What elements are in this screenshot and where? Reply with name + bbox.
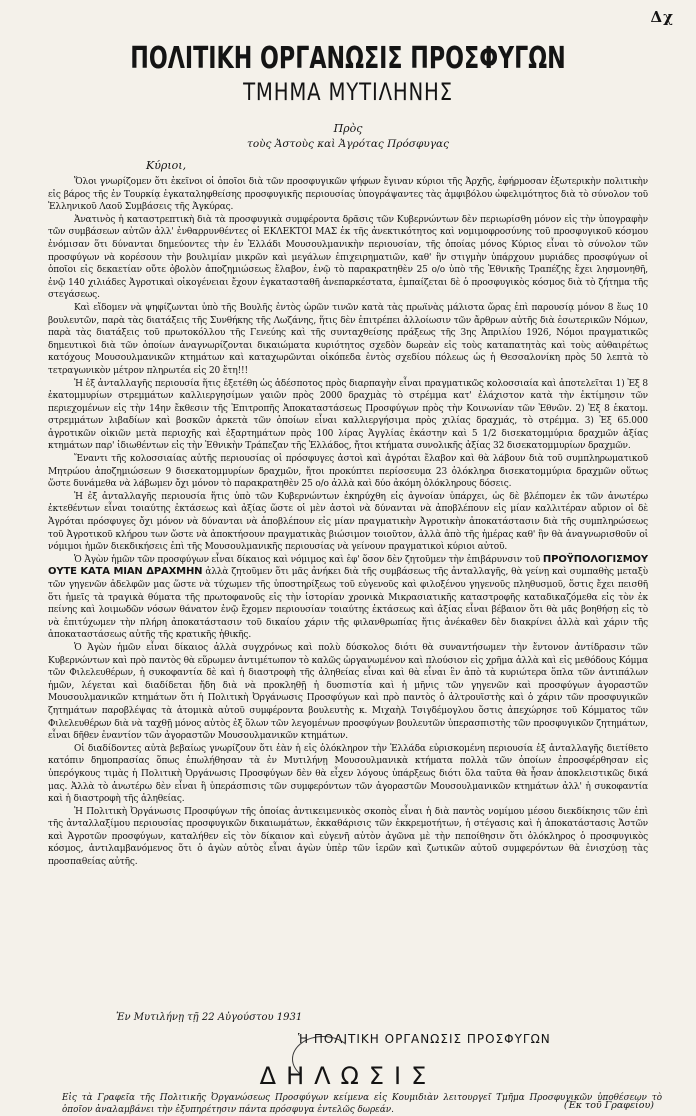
paragraph-6: Ἡ ἐξ ἀνταλλαγῆς περιουσία ἥτις ὑπὸ τῶν Κυβερνώντων ἐκηρύχθη εἰς ἀγνοίαν ὑπάρχει, ὡς δὲ βλέπομεν ἐκ τῶν ἀνωτέρω ἐκτεθέντων εἶναι τοιαύτης ἐκτάσεως καὶ ἀξίας ὥστε οἱ μὲν ἀστοὶ νὰ δύνανται νὰ ἀποβλέπουν εἰς μίαν καλλιτέραν αὔριον οἱ δὲ Ἀγρόται πρόσφυγες ὄχι μόνον νὰ δύνανται νὰ ἀποβλέπουν εἰς μίαν πραγματικὴν Ἀγροτικὴν ἀποκατάστασιν διὰ τῆς συμπληρώσεως τοῦ Ἀγροτικοῦ κλήρου των ὥστε νὰ ἀποκτήσουν πραγματικὰς βιώσιμον τοιοῦτον, ἀλλὰ ἀπὸ τῆς ἡμέρας καθ' ἣν θὰ ἀναγνωρισθοῦν οἱ νόμιμοι ἡμῶν διεκδικήσεις ἐπὶ τῆς Μουσουλμανικῆς περιουσίας νὰ γείνουν πραγματικοὶ κύριοι αὐτοῦ. (48, 491, 648, 553)
declaration-heading: ΔΗΛΩΣΙΣ (259, 1062, 437, 1090)
pros-label: Πρὸς (333, 122, 363, 135)
paragraph-7: Ὁ Ἀγὼν ἡμῶν τῶν προσφύγων εἶναι δίκαιος καὶ νόμιμος καὶ ἐφ' ὅσον δὲν ζητοῦμεν τὴν ἐπιβάρυνσιν τοῦ ΠΡΟΫΠΟΛΟΓΙΣΜΟΥ ΟΥΤΕ ΚΑΤΑ ΜΙΑΝ ΔΡΑΧΜΗΝ ἀλλὰ ζητοῦμεν ὅτι μᾶς ἀνήκει διὰ τῆς συμβάσεως τῆς ἀνταλλαγῆς, θὰ γείνῃ καὶ συμπαθὴς μεταξὺ τῶν γηγενῶν ἀδελφῶν μας ὥστε νὰ τύχωμεν τῆς ὑποστηρίξεως τοῦ εὐγενοῦς καὶ φιλοξένου γηγενοῦς πληθυσμοῦ, ὅστις ἔχει πεισθῆ ὅτι ἡμεῖς τὰ τραγικὰ θύματα τῆς πρωτοφανοῦς εἰς τὴν ἱστορίαν χρονικὰ Μικρασιατικῆς καταστροφῆς καταδικαζόμεθα εἰς τὸν ἐκ πείνης καὶ λοιμωδῶν νόσων θάνατον ἐνῷ ἔχομεν περιουσίαν τοιαύτης ἐκτάσεως καὶ ἀξίας εἶναι βέβαιον ὅτι θὰ μᾶς βοηθήσῃ εἰς τὸ νὰ ἐπιτύχωμεν τὴν πλήρη ἀποκατάστασιν τοῦ δικαίου χάριν τῆς φιλανθρωπίας ἥτις ἀνέκαθεν δὲν διακρίνει ἀλλὰ καὶ χάριν τῆς ἀποκαταστάσεως αὐτῆς τῆς κρατικῆς ἠθικῆς. (48, 553, 648, 641)
document-subtitle: ΤΜΗΜΑ ΜΥΤΙΛΗΝΗΣ (243, 78, 453, 106)
paragraph-5: Ἔναντι τῆς κολοσσιαίας αὐτῆς περιουσίας οἱ πρόσφυγες ἀστοὶ καὶ ἀγρόται ἔλαβον καὶ θὰ λάβουν διὰ τοῦ συμπληρωματικοῦ Μητρώου ἀποζημιώσεων 9 δισεκατομμυρίων δραχμῶν, ἤτοι προκύπτει περίσσευμα 23 ὁλόκληρα δισεκατομμύρια δραχμῶν οὕτως ὥστε δυνάμεθα νὰ λάβωμεν ὄχι μόνον τὸ παρακρατηθὲν 25 ο/ο ἀλλὰ καὶ δύο ἀκόμη ὁλόκληρους δόσεις. (48, 454, 648, 490)
emphasized-phrase: ΠΡΟΫΠΟΛΟΓΙΣΜΟΥ ΟΥΤΕ ΚΑΤΑ ΜΙΑΝ ΔΡΑΧΜΗΝ (48, 553, 648, 578)
paragraph-8: Ὁ Ἀγὼν ἡμῶν εἶναι δίκαιος ἀλλὰ συγχρόνως καὶ πολὺ δύσκολος διότι θὰ συναντήσωμεν τὴν ἔντονον ἀντίδρασιν τῶν Κυβερνώντων καὶ πρὸ παντὸς θὰ εὕρωμεν ἀντιμέτωπον τὸ καλῶς ὠργανωμένον καὶ πλούσιον εἰς χρῆμα ἀλλὰ καὶ εἰς μεθόδους Κόμμα τῶν Φιλελευθέρων, ἡ συκοφαντία δὲ καὶ ἡ διαστροφὴ τῆς ἀληθείας εἶναι καὶ θὰ εἶναι ἓν ἀπὸ τὰ κυριώτερα ὅπλα τῶν ἀντιπάλων ἡμῶν, λέγεται καὶ διαδίδεται ἤδη διὰ νὰ προκληθῇ ἡ δυσπιστία καὶ ἡ μῆνις τῶν γηγενῶν καὶ προσφύγων ἀγοραστῶν Μουσουλμανικῶν κτημάτων ὅτι ἡ Πολιτικὴ Ὀργάνωσις Προσφύγων καὶ πρὸ παντὸς ὁ ἀλτρουϊστὴς καὶ ὁ χάριν τῶν προσφυγικῶν ζητημάτων παροβλέψας τὰ ἀτομικὰ αὐτοῦ συμφέροντα βουλευτὴς κ. Μιχαὴλ Τσιγδέμογλου ὅστις ἀπεχώρησε τοῦ Κόμματος τῶν Φιλελευθέρων διὰ νὰ ταχθῇ μόνος αὐτὸς ἐξ ὅλων τῶν λεγομένων προσφύγων βουλευτῶν ὑπερασπιστὴς τῶν προσφυγικῶν ζητημάτων, εἶναι δῆθεν ἐναντίον τῶν ἀγοραστῶν Μουσουλμανικῶν κτημάτων. (48, 642, 648, 742)
organization-signature: Ἡ ΠΟΛΙΤΙΚΗ ΟΡΓΑΝΩΣΙΣ ΠΡΟΣΦΥΓΩΝ (298, 1032, 551, 1046)
paragraph-10: Ἡ Πολιτικὴ Ὀργάνωσις Προσφύγων τῆς ὁποίας ἀντικειμενικὸς σκοπὸς εἶναι ἡ διὰ παντὸς νομίμου μέσου διεκδίκησις τῶν ἐπὶ τῆς ἀνταλλαξίμου περιουσίας προσφυγικῶν δικαιωμάτων, ἐκκαθάρισις τῶν ἐκκρεμοτήτων, ἡ στέγασις καὶ ἡ ἀποκατάστασις Ἀστῶν καὶ Ἀγροτῶν προσφύγων, καταλήθεν εἰς τὸν δίκαιον καὶ εὐγενῆ αὐτὸν ἀγῶνα μὲ τὴν πεποίθησιν ὅτι ὁλόκληρος ὁ προσφυγικὸς κόσμος, ἀντιλαμβανόμενος ὅτι ὁ ἀγὼν αὐτὸς εἶναι ἀγὼν ὑπὲρ τῶν ἱερῶν καὶ ζωτικῶν αὐτοῦ συμφερόντων θὰ ἐνισχύσῃ τὰς προσπαθείας αὐτῆς. (48, 806, 648, 868)
document-title: ΠΟΛΙΤΙΚΗ ΟΡΓΑΝΩΣΙΣ ΠΡΟΣΦΥΓΩΝ (130, 41, 566, 76)
paragraph-1: Ὅλοι γνωρίζομεν ὅτι ἐκεῖνοι οἱ ὁποῖοι διὰ τῶν προσφυγικῶν ψήφων ἔγιναν κύριοι τῆς Ἀρχῆς, ἐφήρμοσαν ἐξωτερικὴν πολιτικὴν εἰς βάρος τῆς ἐν Τουρκίᾳ ἐγκαταληφθείσης προσφυγικῆς περιουσίας ὑπογράψαντες τὰς ἀμφιβόλου ὠφελιμότητος διὰ τὸ σύνολον τοῦ Ἑλληνικοῦ Λαοῦ Συμβάσεις τῆς Ἀγκύρας. (48, 177, 648, 213)
paragraph-9: Οἱ διαδίδοντες αὐτὰ βεβαίως γνωρίζουν ὅτι ἐὰν ἡ εἰς ὁλόκληρον τὴν Ἑλλάδα εὑρισκομένη περιουσία ἐξ ἀνταλλαγῆς διετίθετο κατόπιν δημοπρασίας ὅπως ἐπωλήθησαν τὰ ἐν Μυτιλήνῃ Μουσουλμανικὰ κτήματα πολλὰ τῶν ὁποίων ἐπροσφέρθησαν εἰς ὑπερόγκους τιμὰς ἡ Πολιτικὴ Ὀργάνωσις Προσφύγων δὲν θὰ εἶχεν λόγους ὑπάρξεως διότι ὅλα ταῦτα θὰ ἦσαν ἀποκλειστικῶς δικά μας. Ἀλλὰ τὸ ἀνωτέρω δὲν εἶναι ἢ ὑπεράσπισις τῶν συμφερόντων τῶν ἀγοραστῶν Μουσουλμανικῶν κτημάτων ἀλλ' ἡ συκοφαντία καὶ ἡ διαστροφὴ τῆς ἀληθείας. (48, 743, 648, 805)
corner-mark: Δχ (650, 8, 674, 26)
declaration-text: Εἰς τὰ Γραφεῖα τῆς Πολιτικῆς Ὀργανώσεως Προσφύγων κείμενα εἰς Κουμιδιὰν λειτουργεῖ Τμῆμα Προσφυγικῶν ὑποθέσεων τὸ ὁποῖον ἀναλαμβάνει τὴν ἐξυπηρέτησιν πάντα πρόσφυγα ἐντελῶς δωρεάν. (62, 1093, 662, 1115)
paragraph-4: Ἡ ἐξ ἀνταλλαγῆς περιουσία ἥτις ἐξετέθη ὡς ἀδέσποτος πρὸς διαρπαγὴν εἶναι πραγματικῶς κολοσσιαία καὶ ἀποτελεῖται 1) Ἐξ 8 ἑκατομμυρίων στρεμμάτων καλλιεργησίμων γαιῶν πρὸς 2000 δραχμὰς τὸ στρέμμα κατ' ἐλάχιστον κατὰ τὴν ἐκτίμησιν τῶν περιεχομένων εἰς τὴν 14ην ἔκθεσιν τῆς Ἐπιτροπῆς Ἀποκαταστάσεως Προσφύγων πρὸς τὴν Κοινωνίαν τῶν Ἐθνῶν. 2) Ἐξ 8 ἑκατομ. στρεμμάτων λιβαδίων καὶ βοσκῶν ἀρκετὰ τῶν ὁποίων εἶναι καλλιεργήσιμα πρὸς χιλίας δραχμάς, τὸ στρέμμα. 3) Ἐξ 65.000 ἀγροτικῶν οἰκιῶν μετὰ περιοχῆς καὶ ἐξαρτημάτων πρὸς 100 λίρας Ἀγγλίας ἑκάστην καὶ 5 1/2 δισεκατομμύρια δραχμῶν ἀξίας κτημάτων παρ' ἰδιωθέντων εἰς τὴν Ἐθνικὴν Τράπεζαν τῆς Ἑλλάδος, ἤτοι κτήματα συνολικῆς ἀξίας 32 δισεκατομμυρίων δραχμῶν. (48, 378, 648, 452)
declaration-signoff: (Ἐκ τοῦ Γραφείου) (563, 1100, 654, 1111)
date-line: Ἐν Μυτιλήνῃ τῇ 22 Αὐγούστου 1931 (116, 1012, 303, 1023)
addressee-line: τοὺς Ἀστοὺς καὶ Ἀγρότας Πρόσφυγας (247, 138, 449, 150)
paragraph-3: Καὶ εἴδομεν νὰ ψηφίζωνται ὑπὸ τῆς Βουλῆς ἐντὸς ὡρῶν τινῶν κατὰ τὰς πρωϊνὰς μάλιστα ὥρας ἐπὶ παρουσίᾳ μόνον 8 ἕως 10 βουλευτῶν, παρὰ τὰς διατάξεις τῆς Συνθήκης τῆς Λωζάνης, ἥτις δὲν ἐπιτρέπει ἀλλοίωσιν τῶν ἄρθρων αὐτῆς διὰ ἐσωτερικῶν Νόμων, παρὰ τὰς διατάξεις τοῦ πρωτοκόλλου τῆς Γενεύης καὶ τῆς συνταχθείσης πράξεως τῆς 3ης Ἀπριλίου 1926, Νόμοι πραγματικῶς δημευτικοὶ διὰ τῶν ὁποίων ἀναγνωρίζονται δικαιώματα κυριότητος σχεδὸν δωρεὰν εἰς τοὺς καταπατητὰς καὶ τοὺς αὐθαιρέτως κατόχους Μουσουλμανικῶν κτημάτων καὶ καταχωρῶνται οἰκόπεδα ἐντὸς σχεδίου πόλεως ὡς ἡ Θεσσαλονίκη πρὸς 50 λεπτὰ τὸ τετραγωνικὸν μέτρον πληρωτέα εἰς 20 ἔτη!!! (48, 302, 648, 376)
letter-body (48, 176, 648, 869)
paragraph-2: Ἀνατινὸς ἡ καταστρεπτικὴ διὰ τὰ προσφυγικὰ συμφέροντα δρᾶσις τῶν Κυβερνώντων δὲν περιωρίσθη μόνον εἰς τὴν ὑπογραφὴν τῶν συμβάσεων αὐτῶν ἀλλ' ἐνθαρρυνθέντες οἱ ΕΚΛΕΚΤΟΙ ΜΑΣ ἐκ τῆς ἀνεκτικότητος καὶ νομιμοφροσύνης τοῦ προσφυγικοῦ κόσμου ἐνόμισαν ὅτι δύνανται δημεύοντες τὴν ἐν Ἑλλάδι Μουσουλμανικὴν περιουσίαν, τῆς ὁποίας μόνος Κύριος εἶναι τὸ σύνολον τῶν προσφύγων νὰ κορέσουν τὴν βουλιμίαν μικρῶν καὶ μεγάλων ἐπιχειρηματιῶν, καθ' ἣν στιγμὴν ὑπάρχουν μυριάδες προσφύγων οἱ ὁποῖοι εἰς δεκαετίαν οὔτε ὀβολὸν ἀποζημιώσεως ἔλαβον, ἐνῷ τὸ παρακρατηθὲν 25 ο/ο ὑπὸ τῆς Ἐθνικῆς Τραπέζης ἔχει λησμονηθῆ, ἐνῷ 140 χιλιάδες Ἀγροτικαὶ οἰκογένειαι ἔχουν ἐγκατασταθῆ ἀνεπαρκέστατα, ἐμπαίζεται δὲ ὁ προσφυγικὸς κόσμος διὰ τὸ ζήτημα τῆς στεγάσεως. (48, 214, 648, 301)
salutation: Κύριοι, (146, 159, 187, 172)
